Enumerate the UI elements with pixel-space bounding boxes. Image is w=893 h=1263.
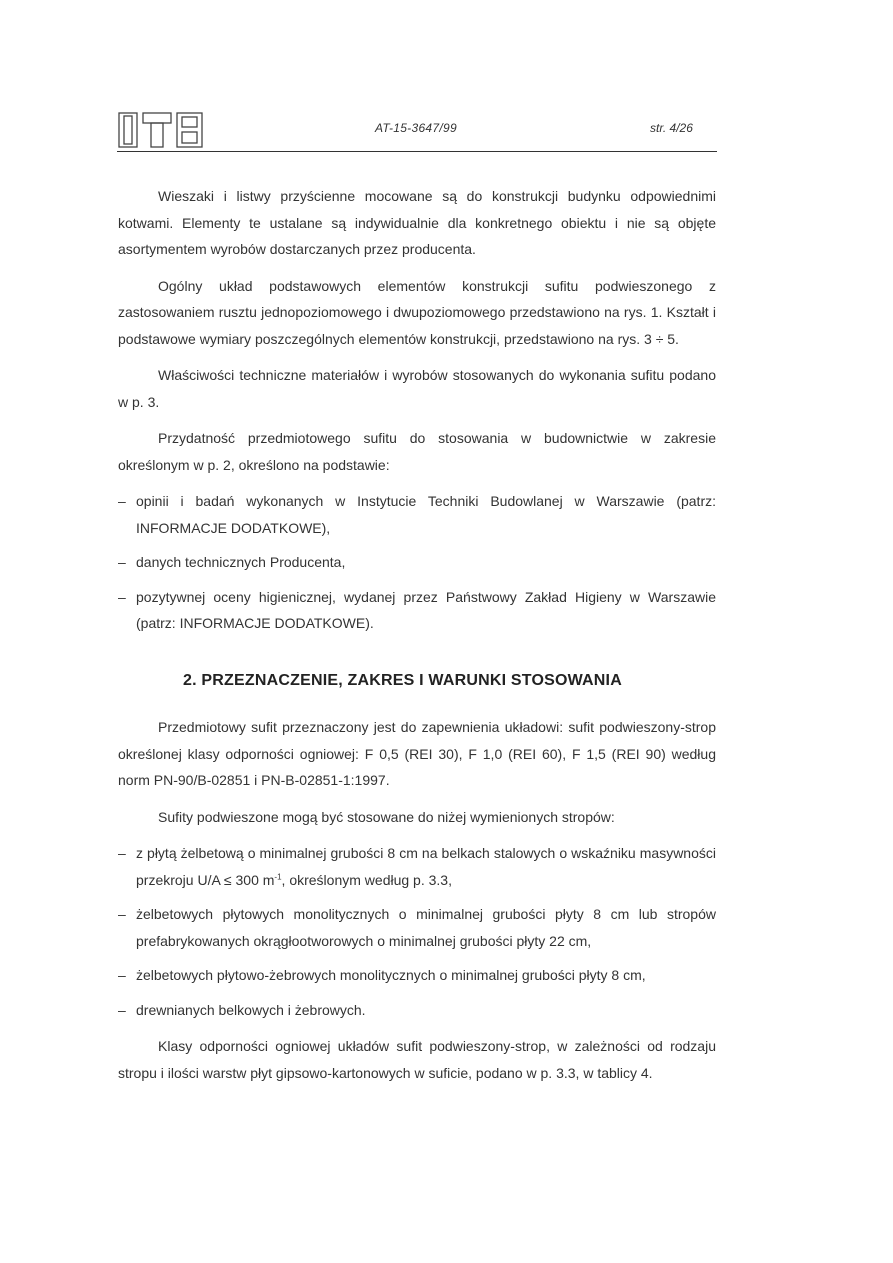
list-item xyxy=(118,584,716,637)
list-item-text: żelbetowych płytowo-żebrowych monolitycznych o minimalnej grubości płyty 8 cm, xyxy=(136,967,646,983)
dash-marker: – xyxy=(118,493,126,509)
superscript: -1 xyxy=(274,871,282,881)
list-item xyxy=(118,962,716,989)
section-heading: 2. PRZEZNACZENIE, ZAKRES I WARUNKI STOSOWANIA xyxy=(183,672,622,689)
list-item-text: żelbetowych płytowych monolitycznych o minimalnej grubości płyty 8 cm lub stropów prefabrykowanych okrągłootworowych o minimalnej grubości płyty 22 cm, xyxy=(136,906,716,949)
dash-marker: – xyxy=(118,906,126,922)
list-item xyxy=(118,488,716,541)
list-item-text: danych technicznych Producenta, xyxy=(136,554,346,570)
itb-logo xyxy=(117,110,205,150)
list-item-text: drewnianych belkowych i żebrowych. xyxy=(136,1001,366,1018)
paragraph: Ogólny układ podstawowych elementów konstrukcji sufitu podwieszonego z zastosowaniem rusztu jednopoziomowego i dwupoziomowego przedstawiono na rys. 1. Kształt i podstawowe wymiary poszczególnych elementów konstrukcji, przedstawiono na rys. 3 ÷ 5. xyxy=(118,277,716,347)
list-item-text: opinii i badań wykonanych w Instytucie Techniki Budowlanej w Warszawie (patrz: INFORMACJE DODATKOWE), xyxy=(136,493,716,536)
list-item xyxy=(118,997,716,1024)
dash-marker: – xyxy=(118,967,126,983)
list-item-text: pozytywnej oceny higienicznej, wydanej przez Państwowy Zakład Higieny w Warszawie (patrz: INFORMACJE DODATKOWE). xyxy=(136,588,716,631)
header-divider xyxy=(117,151,717,152)
paragraph: Sufity podwieszone mogą być stosowane do niżej wymienionych stropów: xyxy=(158,808,615,825)
page-number: str. 4/26 xyxy=(650,121,693,135)
paragraph: Przydatność przedmiotowego sufitu do stosowania w budownictwie w zakresie określonym w p. 2, określono na podstawie: xyxy=(118,430,716,473)
section2-body xyxy=(118,714,716,1086)
list-item xyxy=(118,901,716,954)
paragraph: Wieszaki i listwy przyścienne mocowane są do konstrukcji budynku odpowiednimi kotwami. Elementy te ustalane są indywidualnie dla konkretnego obiektu i nie są objęte asortymentem wyrobów dostarczanych przez producenta. xyxy=(118,188,716,257)
dash-marker: – xyxy=(118,554,126,570)
document-reference: AT-15-3647/99 xyxy=(375,121,457,135)
list-item-text: z płytą żelbetową o minimalnej grubości 8 cm na belkach stalowych o wskaźniku masywności przekroju U/A ≤ 300 $m^{-1}$, określonym według p. 3.3, xyxy=(136,845,716,888)
basis-list xyxy=(118,488,716,637)
paragraph: Przedmiotowy sufit przeznaczony jest do zapewnienia układowi: sufit podwieszony-strop określonej klasy odporności ogniowej: F 0,5 (REI 30), F 1,0 (REI 60), F 1,5 (REI 90) według norm PN-90/B-02851 i PN-B-02851-1:1997. xyxy=(118,719,716,788)
paragraph: Właściwości techniczne materiałów i wyrobów stosowanych do wykonania sufitu podano w p. 3. xyxy=(118,367,716,410)
dash-marker: – xyxy=(118,588,126,605)
list-item xyxy=(118,549,716,576)
dash-marker: – xyxy=(118,1001,126,1018)
list-item xyxy=(118,840,716,893)
dash-marker: – xyxy=(118,845,126,861)
paragraph: Klasy odporności ogniowej układów sufit podwieszony-strop, w zależności od rodzaju stropu i ilości warstw płyt gipsowo-kartonowych w suficie, podano w p. 3.3, w tablicy 4. xyxy=(118,1038,716,1081)
section1-body xyxy=(118,183,716,647)
ceiling-types-list xyxy=(118,840,716,1023)
